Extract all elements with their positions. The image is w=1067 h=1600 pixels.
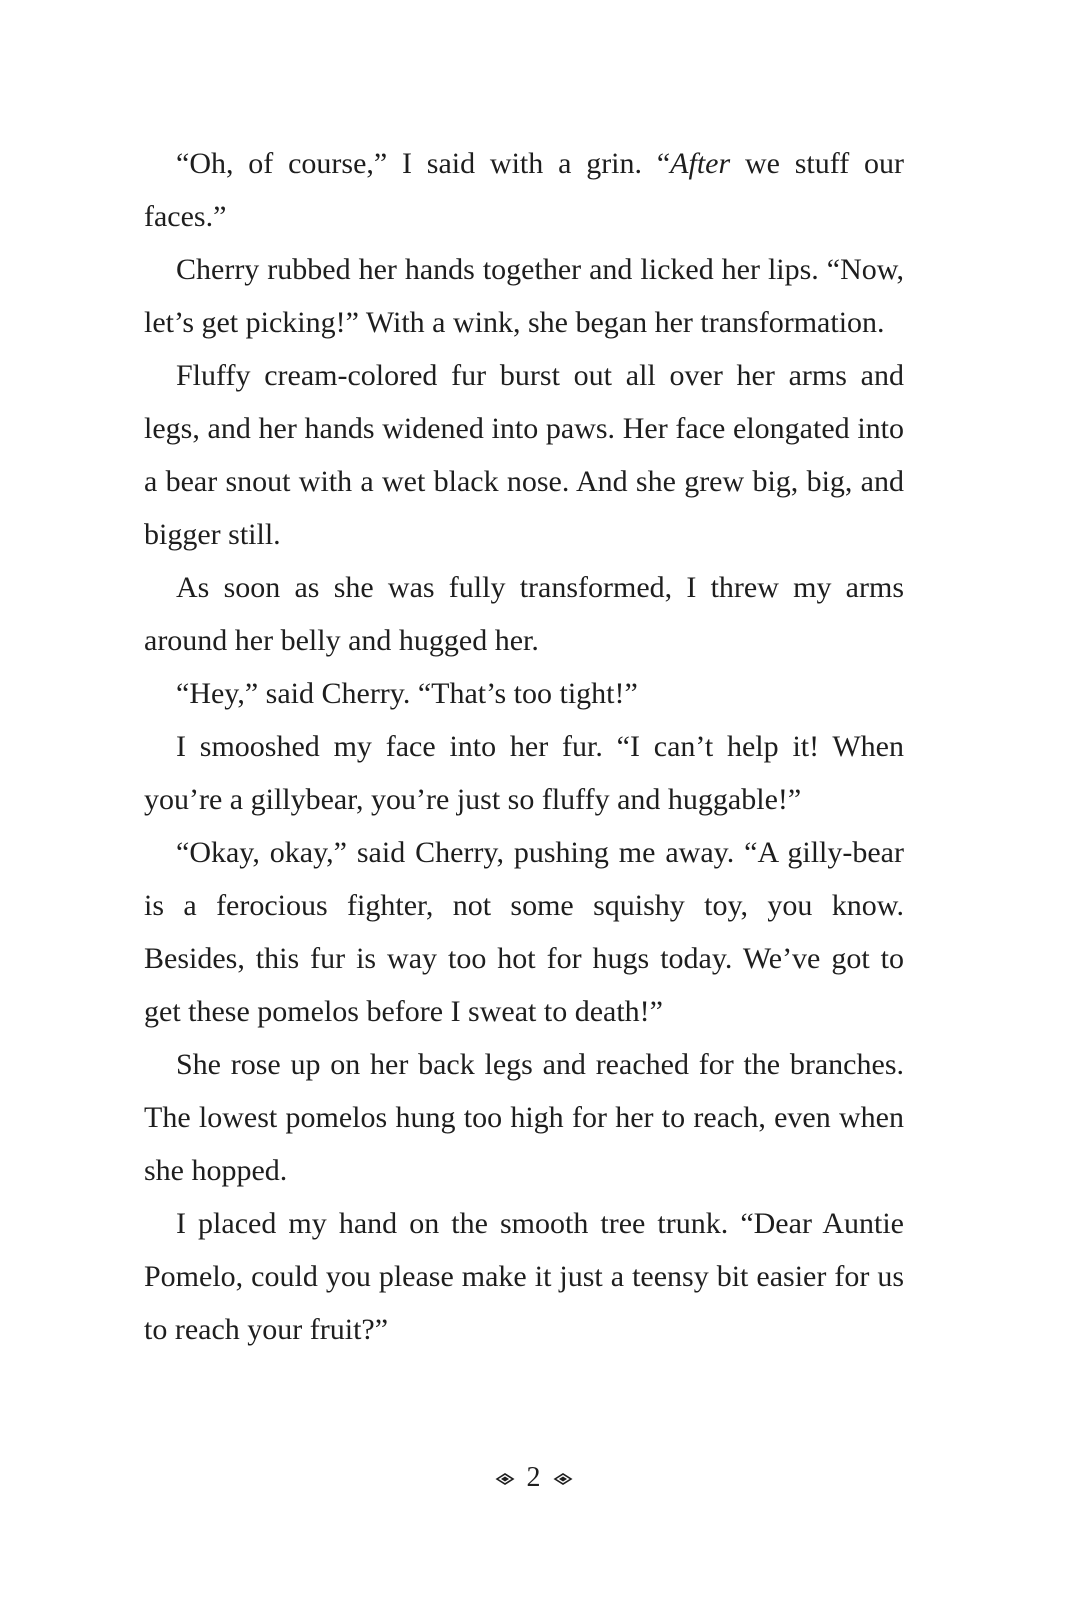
paragraph-4: As soon as she was fully transformed, I threw my arms around her belly and hugged her. <box>144 571 904 657</box>
paragraph-2: Cherry rubbed her hands together and licked her lips. “Now, let’s get picking!” With a wink, she began her transformation. <box>144 253 904 339</box>
paragraph-8: She rose up on her back legs and reached for the branches. The lowest pomelos hung too high for her to reach, even when she hopped. <box>144 1048 904 1187</box>
paragraph-9: I placed my hand on the smooth tree trunk. “Dear Auntie Pomelo, could you please make it just a teensy bit easier for us to reach your fruit?” <box>144 1207 904 1346</box>
paragraph-1 <box>144 137 904 243</box>
paragraph-1-text: “Oh, of course,” I said with a grin. “ <box>176 147 671 180</box>
page-number: 2 <box>526 1462 541 1493</box>
paragraph-7: “Okay, okay,” said Cherry, pushing me away. “A gilly-bear is a ferocious fighter, not some squishy toy, you know. Besides, this fur is way too hot for hugs today. We’ve got to get these pomelos before I sweat to death!” <box>144 836 904 1028</box>
page-body <box>144 137 904 1356</box>
page-footer <box>0 1458 1067 1498</box>
paragraph-1-tail: we stuff our faces.” <box>144 147 904 233</box>
paragraph-1-emphasis: After <box>670 147 731 180</box>
paragraph-3: Fluffy cream-colored fur burst out all over her arms and legs, and her hands widened into paws. Her face elongated into a bear snout with a wet black nose. And she grew big, big, and bigger still. <box>144 359 904 551</box>
diamond-ornament-icon <box>553 1472 573 1484</box>
paragraph-5: “Hey,” said Cherry. “That’s too tight!” <box>176 677 638 710</box>
diamond-ornament-icon <box>495 1472 515 1484</box>
paragraph-6: I smooshed my face into her fur. “I can’t help it! When you’re a gillybear, you’re just so fluffy and huggable!” <box>144 730 904 816</box>
